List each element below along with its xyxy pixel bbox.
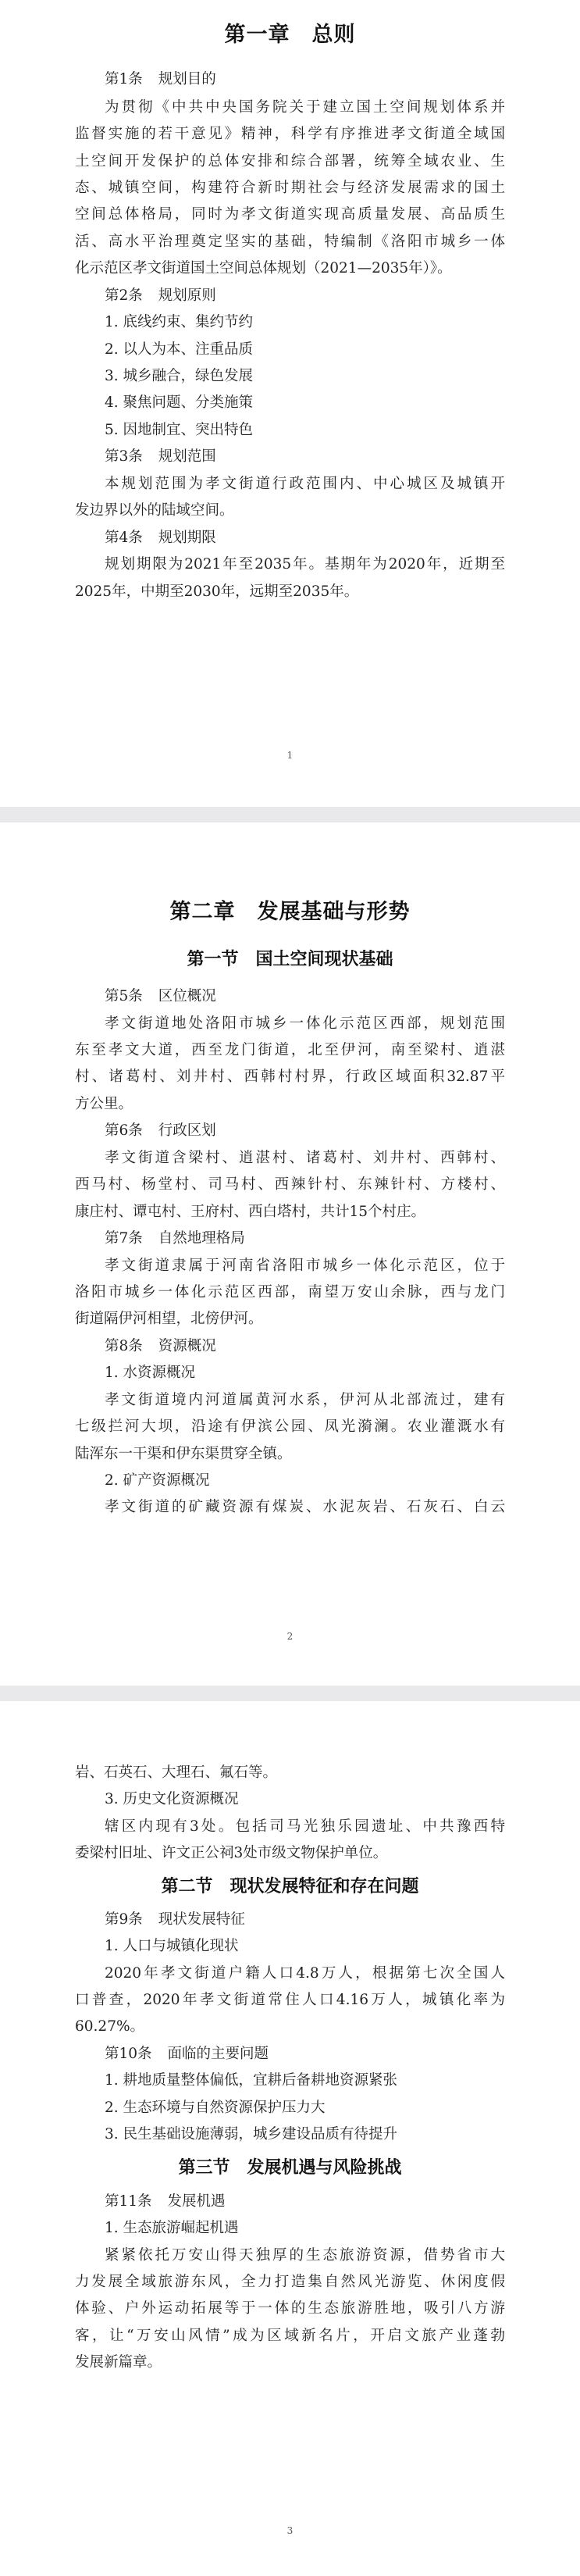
problem-item: 2. 生态环境与自然资源保护压力大 (105, 2100, 326, 2116)
paragraph-line: 本规划范围为孝文街道行政范围内、中心城区及城镇开 (105, 476, 505, 492)
paragraph-line: 规划期限为2021年至2035年。基期年为2020年，近期至 (105, 556, 505, 573)
article-number: 第7条 (105, 1230, 143, 1247)
principle-item: 5. 因地制宜、突出特色 (105, 422, 254, 438)
article-number: 第11条 (105, 2193, 152, 2210)
paragraph-line: 力发展全域旅游东风，全力打造集自然风光游览、休闲度假 (75, 2274, 505, 2290)
article-title: 规划期限 (158, 530, 216, 546)
page-number: 2 (286, 1631, 294, 1642)
paragraph-line: 土空间开发保护的总体安排和综合部署，统筹全域农业、生 (75, 153, 505, 169)
document-page-3 (0, 1701, 580, 2576)
article-number: 第5条 (105, 988, 143, 1004)
article-heading (105, 987, 216, 1006)
article-title: 自然地理格局 (158, 1230, 245, 1247)
subheading: 1. 生态旅游崛起机遇 (105, 2220, 239, 2236)
paragraph-line: 康庄村、谭屯村、王府村、西白塔村，共计15个村庄。 (75, 1204, 426, 1220)
article-heading (105, 287, 216, 305)
paragraph-line: 态、城镇空间，构建符合新时期社会与经济发展需求的国土 (75, 180, 505, 196)
paragraph-line: 辖区内现有3处。包括司马光独乐园遗址、中共豫西特 (105, 1818, 505, 1835)
paragraph-line: 2020年孝文街道户籍人口4.8万人，根据第七次全国人 (105, 1965, 505, 1982)
article-heading (105, 1122, 216, 1140)
paragraph-line: 陆浑东一干渠和伊东渠贯穿全镇。 (75, 1446, 292, 1462)
article-number: 第10条 (105, 2046, 152, 2062)
section-title: 第三节 发展机遇与风险挑战 (178, 2157, 402, 2178)
page-number: 1 (286, 750, 294, 761)
article-number: 第6条 (105, 1122, 143, 1139)
article-title: 区位概况 (158, 988, 216, 1004)
paragraph-line: 客，让“万安山风情”成为区域新名片，开启文旅产业蓬勃 (75, 2328, 505, 2344)
paragraph-line: 孝文街道境内河道属黄河水系，伊河从北部流过，建有 (105, 1392, 505, 1408)
article-title: 行政区划 (158, 1122, 216, 1139)
article-heading (105, 2045, 269, 2064)
article-title: 规划目的 (158, 71, 216, 87)
article-heading (105, 1337, 216, 1356)
paragraph-line: 洛阳市城乡一体化示范区西部，南望万安山余脉，西与龙门 (75, 1284, 505, 1300)
paragraph-line: 为贯彻《中共中央国务院关于建立国土空间规划体系并 (105, 99, 505, 116)
article-heading (105, 70, 216, 89)
paragraph-line: 孝文街道含梁村、逍湛村、诸葛村、刘井村、西韩村、 (105, 1150, 505, 1166)
article-heading (105, 1229, 245, 1248)
document-page-1 (0, 0, 580, 807)
article-number: 第1条 (105, 71, 143, 87)
principle-item: 4. 聚焦问题、分类施策 (105, 394, 254, 411)
principle-item: 2. 以人为本、注重品质 (105, 341, 254, 358)
article-number: 第9条 (105, 1911, 143, 1928)
paragraph-line: 2025年，中期至2030年，远期至2035年。 (75, 583, 359, 600)
article-heading (105, 448, 216, 466)
paragraph-line: 方公里。 (75, 1096, 133, 1112)
article-number: 第8条 (105, 1338, 143, 1354)
section-title: 第二节 现状发展特征和存在问题 (161, 1876, 419, 1896)
paragraph-line: 东至孝文大道，西至龙门街道，北至伊河，南至梁村、逍湛 (75, 1042, 505, 1058)
section-title: 第一节 国土空间现状基础 (187, 949, 393, 969)
paragraph-line: 七级拦河大坝，沿途有伊滨公园、凤光漪澜。农业灌溉水有 (75, 1418, 505, 1435)
principle-item: 3. 城乡融合，绿色发展 (105, 368, 254, 384)
subheading: 3. 历史文化资源概况 (105, 1791, 239, 1807)
article-title: 规划范围 (158, 448, 216, 465)
paragraph-line: 街道隔伊河相望，北傍伊河。 (75, 1311, 263, 1327)
paragraph-line: 60.27%。 (75, 2018, 145, 2035)
paragraph-line: 岩、石英石、大理石、氟石等。 (75, 1764, 278, 1781)
paragraph-line: 监督实施的若干意见》精神，科学有序推进孝文街道全域国 (75, 126, 505, 142)
subheading: 2. 矿产资源概况 (105, 1472, 210, 1489)
article-title: 现状发展特征 (158, 1911, 245, 1928)
paragraph-line: 委梁村旧址、许文正公祠3处市级文物保护单位。 (75, 1845, 388, 1861)
article-number: 第4条 (105, 530, 143, 546)
paragraph-line: 孝文街道的矿藏资源有煤炭、水泥灰岩、石灰石、白云 (105, 1499, 505, 1515)
article-heading (105, 1911, 245, 1929)
paragraph-line: 西马村、杨堂村、司马村、西辣针村、东辣针村、方楼村、 (75, 1176, 505, 1193)
principle-item: 1. 底线约束、集约节约 (105, 314, 254, 330)
paragraph-line: 空间总体格局，同时为孝文街道实现高质量发展、高品质生 (75, 206, 505, 223)
paragraph-line: 口普查，2020年孝文街道常住人口4.16万人，城镇化率为 (75, 1992, 505, 2008)
article-number: 第3条 (105, 448, 143, 465)
subheading: 1. 水资源概况 (105, 1365, 196, 1381)
paragraph-line: 体验、户外运动拓展等于一体的生态旅游胜地，吸引八方游 (75, 2300, 505, 2317)
paragraph-line: 紧紧依托万安山得天独厚的生态旅游资源，借势省市大 (105, 2247, 505, 2264)
article-heading (105, 2192, 226, 2211)
article-title: 资源概况 (158, 1338, 216, 1354)
paragraph-line: 村、诸葛村、刘井村、西韩村村界，行政区域面积32.87平 (75, 1069, 505, 1085)
chapter-title: 第一章 总则 (224, 23, 356, 47)
problem-item: 3. 民生基础设施薄弱，城乡建设品质有待提升 (105, 2126, 398, 2143)
article-title: 面临的主要问题 (167, 2046, 269, 2062)
paragraph-line: 发边界以外的陆域空间。 (75, 502, 234, 519)
paragraph-line: 孝文街道隶属于河南省洛阳市城乡一体化示范区，位于 (105, 1258, 505, 1274)
paragraph-line: 孝文街道地处洛阳市城乡一体化示范区西部，规划范围 (105, 1015, 505, 1032)
subheading: 1. 人口与城镇化现状 (105, 1938, 239, 1954)
page-number: 3 (286, 2525, 294, 2536)
chapter-title: 第二章 发展基础与形势 (169, 900, 411, 924)
article-heading (105, 529, 216, 548)
article-title: 规划原则 (158, 287, 216, 304)
article-number: 第2条 (105, 287, 143, 304)
article-title: 发展机遇 (167, 2193, 226, 2210)
paragraph-line: 活、高水平治理奠定坚实的基础，特编制《洛阳市城乡一体 (75, 234, 505, 250)
paragraph-line: 化示范区孝文街道国土空间总体规划（2021—2035年）》。 (75, 260, 452, 277)
paragraph-line: 发展新篇章。 (75, 2354, 162, 2371)
document-page-2 (0, 822, 580, 1686)
problem-item: 1. 耕地质量整体偏低，宜耕后备耕地资源紧张 (105, 2072, 398, 2089)
